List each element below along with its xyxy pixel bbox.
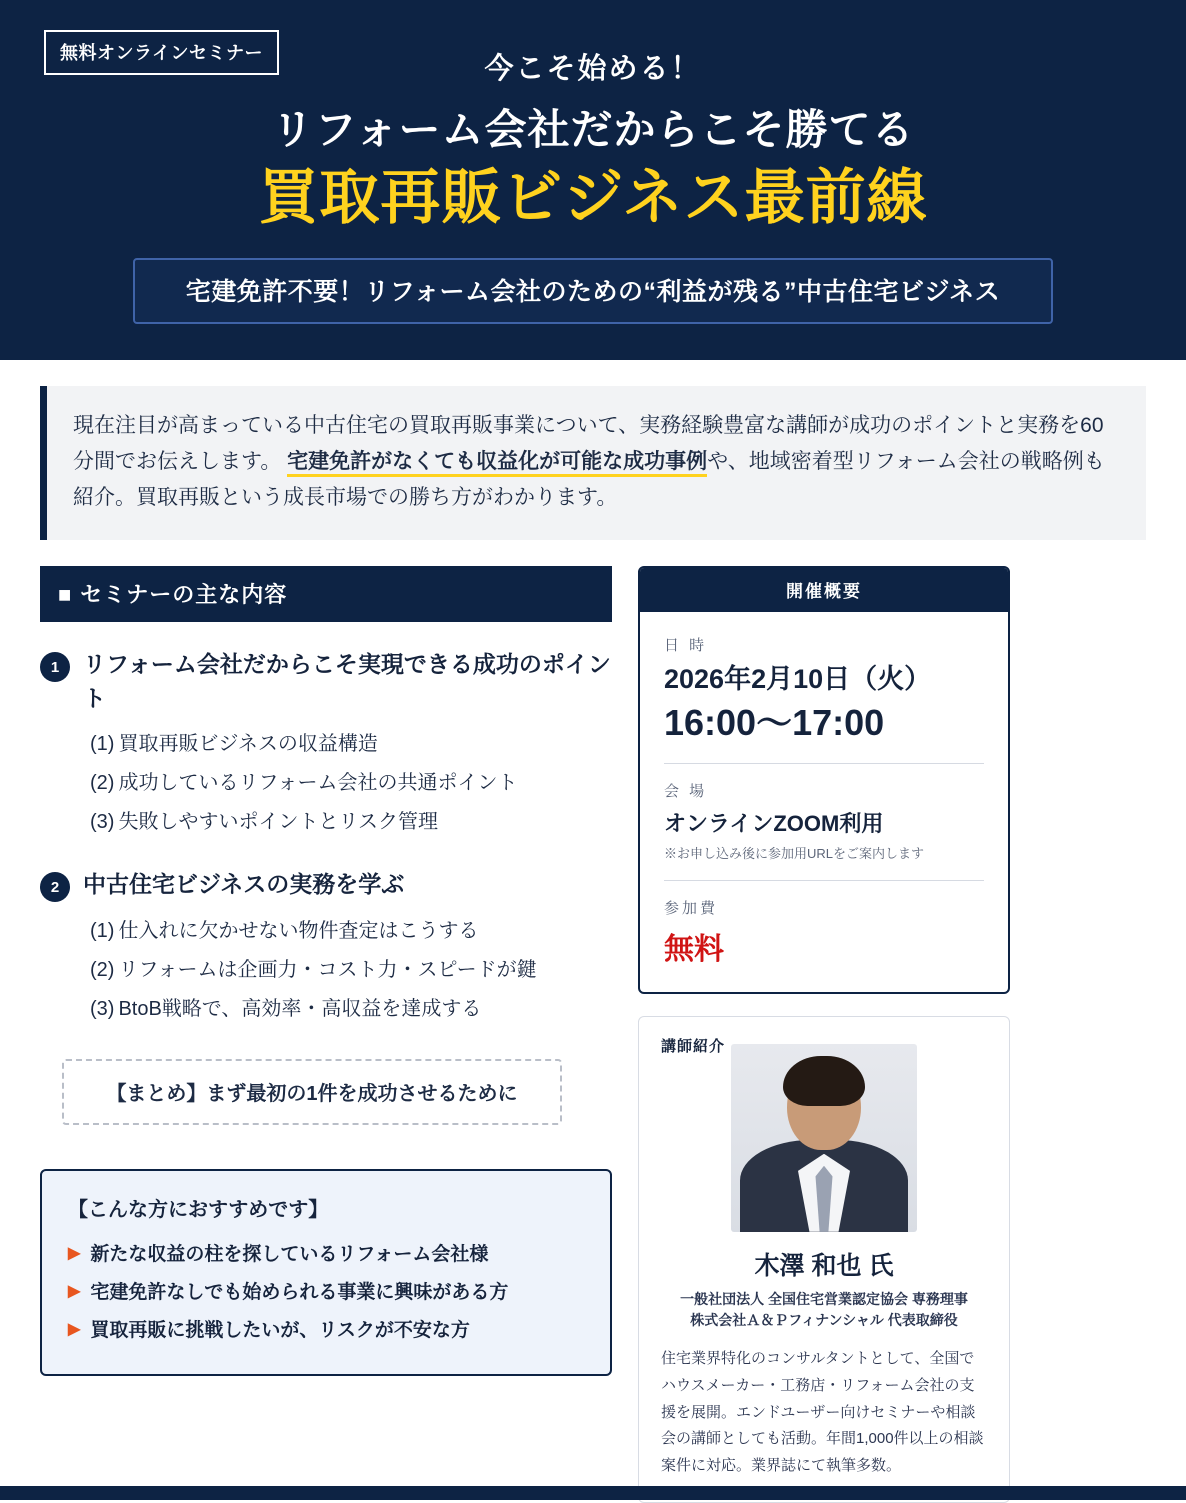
lead-text-part2: や、地域密着型リフォーム会社の戦略例も紹介。買取再販という成長市場での勝ち方がわかります。 [73, 450, 1105, 510]
main-columns [0, 540, 1186, 1502]
subitem-number: (2) [90, 959, 115, 982]
speaker-hair-shape [783, 1056, 865, 1106]
venue-label: 会 場 [664, 782, 708, 800]
event-fee: 無料 [664, 932, 724, 966]
avatar [731, 1044, 917, 1232]
hero-kicker: 今こそ始める！ [484, 53, 702, 85]
fee-label: 参加費 [664, 899, 719, 917]
speaker-org-line2: 株式会社Ａ＆Ｐフィナンシャル 代表取締役 [690, 1312, 958, 1329]
lead-paragraph [40, 386, 1146, 540]
divider [664, 880, 984, 881]
list-item [68, 1236, 584, 1274]
content-section-header [40, 566, 612, 622]
recommended-text: 新たな収益の柱を探しているリフォーム会社様 [90, 1244, 489, 1266]
recommended-title: 【こんな方におすすめです】 [68, 1199, 329, 1222]
list-item [90, 912, 612, 951]
list-item [90, 764, 612, 803]
subitem-number: (1) [90, 733, 115, 756]
event-venue: オンラインZOOM利用 [664, 810, 884, 836]
overview-card-header: 開催概要 [640, 568, 1008, 612]
subitem-text: 買取再販ビジネスの収益構造 [118, 733, 378, 756]
lead-highlight: 宅建免許がなくても収益化が可能な成功事例 [287, 450, 707, 477]
recommended-text: 買取再販に挑戦したいが、リスクが不安な方 [90, 1320, 470, 1342]
speaker-photo-wrap [661, 1044, 987, 1232]
content-section-title: セミナーの主な内容 [80, 582, 288, 608]
divider [664, 763, 984, 764]
speaker-label: 講師紹介 [661, 1037, 726, 1055]
hero-main-title: 買取再販ビジネス最前線 [258, 164, 928, 231]
triangle-bullet-icon: ▶ [68, 1245, 81, 1263]
lead-section [0, 360, 1186, 540]
recommended-audience-box [40, 1169, 612, 1376]
topic-subitems [90, 912, 612, 1029]
list-item [90, 951, 612, 990]
free-seminar-badge: 無料オンラインセミナー [44, 30, 279, 75]
subitem-text: 失敗しやすいポイントとリスク管理 [118, 811, 439, 834]
square-bullet-icon: ■ [58, 582, 73, 608]
speaker-name: 木澤 和也 氏 [754, 1251, 894, 1280]
hero-tagline: 宅建免許不要！リフォーム会社のための“利益が残る”中古住宅ビジネス [133, 258, 1053, 324]
subitem-number: (3) [90, 811, 115, 834]
triangle-bullet-icon: ▶ [68, 1283, 81, 1301]
lead-text-part1: 現在注目が高まっている中古住宅の買取再販事業について、実務経験豊富な講師が成功のポイントと実務を60分間でお伝えします。 [73, 414, 1104, 474]
topic-number-badge: 1 [40, 652, 70, 682]
topic-number-badge: 2 [40, 872, 70, 902]
list-item [68, 1312, 584, 1350]
subitem-text: BtoB戦略で、高効率・高収益を達成する [118, 998, 482, 1021]
info-column [638, 566, 1010, 1502]
subitem-number: (3) [90, 998, 115, 1021]
topic-subitems [90, 725, 612, 842]
speaker-org-line1: 一般社団法人 全国住宅営業認定協会 専務理事 [680, 1290, 968, 1307]
footer-strip [0, 1486, 1186, 1500]
subitem-text: 仕入れに欠かせない物件査定はこうする [118, 920, 479, 943]
list-item [68, 1274, 584, 1312]
date-label: 日 時 [664, 637, 708, 655]
topic-title: リフォーム会社だからこそ実現できる成功のポイント [83, 651, 611, 711]
subitem-number: (1) [90, 920, 115, 943]
list-item [90, 725, 612, 764]
topic-item [40, 648, 612, 715]
subitem-text: 成功しているリフォーム会社の共通ポイント [118, 772, 518, 795]
topic-item [40, 868, 612, 902]
event-overview-card [638, 566, 1010, 993]
content-column [40, 566, 612, 1502]
venue-note: ※お申し込み後に参加用URLをご案内します [664, 845, 925, 861]
hero-subtitle-line: リフォーム会社だからこそ勝てる [271, 106, 915, 153]
speaker-organization [661, 1289, 987, 1332]
recommended-text: 宅建免許なしでも始められる事業に興味がある方 [90, 1282, 509, 1304]
summary-box: 【まとめ】まず最初の1件を成功させるために [62, 1059, 562, 1125]
list-item [90, 990, 612, 1029]
list-item [90, 803, 612, 842]
speaker-bio: 住宅業界特化のコンサルタントとして、全国でハウスメーカー・工務店・リフォーム会社の支援を展開。エンドユーザー向けセミナーや相談会の講師としても活動。年間1,000件以上の相談案件に対応。業界誌にて執筆多数。 [661, 1350, 984, 1474]
topic-title: 中古住宅ビジネスの実務を学ぶ [83, 871, 405, 898]
subitem-text: リフォームは企画力・コスト力・スピードが鍵 [118, 959, 537, 982]
subitem-number: (2) [90, 772, 115, 795]
hero-banner [0, 0, 1186, 360]
triangle-bullet-icon: ▶ [68, 1321, 81, 1339]
event-date: 2026年2月10日（火） [664, 664, 932, 695]
event-time: 16:00〜17:00 [664, 701, 885, 743]
speaker-card [638, 1016, 1010, 1503]
